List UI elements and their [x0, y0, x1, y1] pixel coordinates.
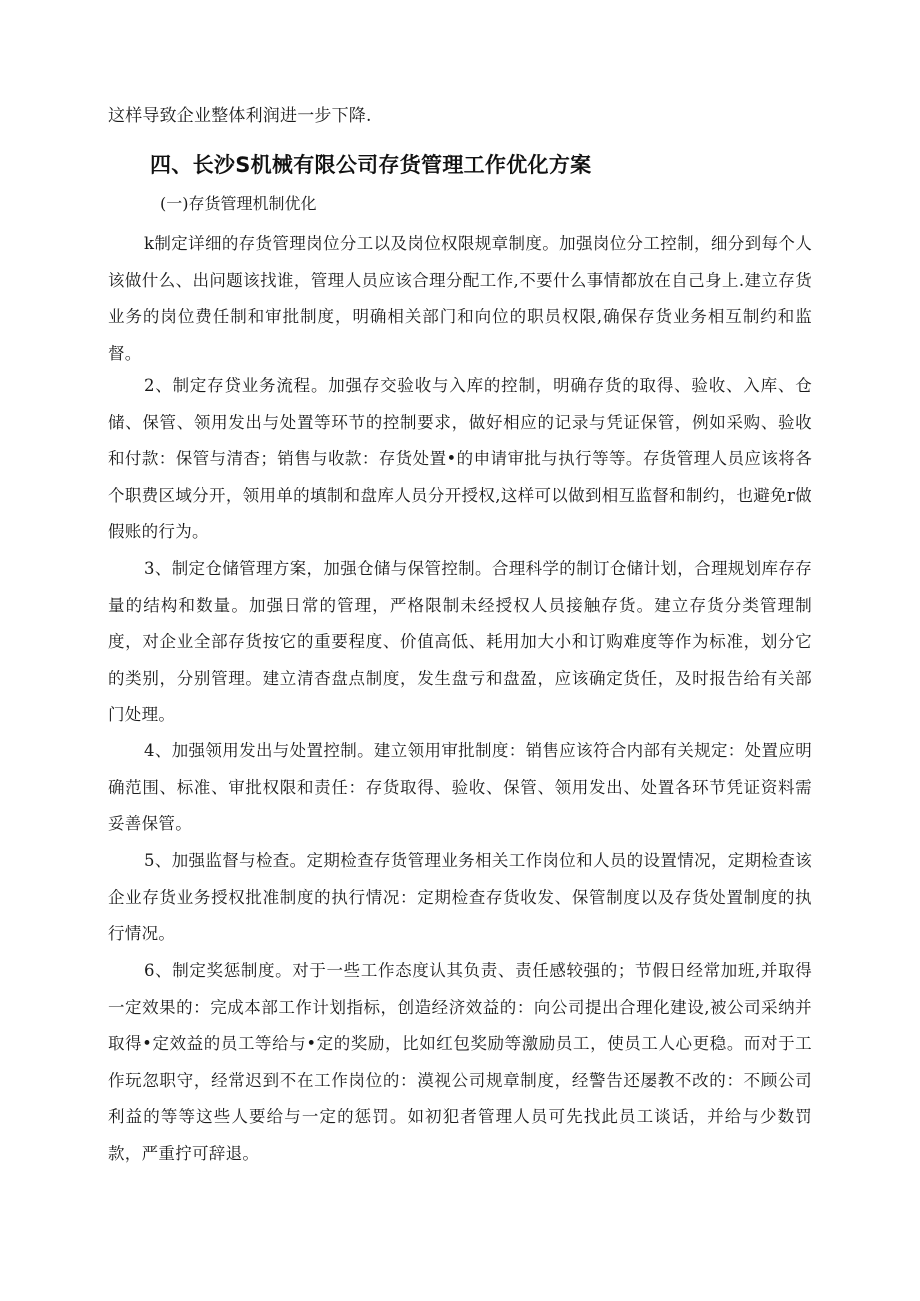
section-heading: 四、长沙S机械有限公司存货管理工作优化方案: [150, 153, 592, 177]
subheading: (一)存货管理机制优化: [160, 194, 317, 213]
intro-line: 这样导致企业整体利润进一步下降.: [108, 106, 372, 126]
paragraph-4: 4、加强领用发出与处置控制。建立领用审批制度：销售应该符合内部有关规定：处置应明确范围、标准、审批权限和责任：存货取得、验收、保管、领用发出、处置各环节凭证资料需妥善保管。: [108, 741, 812, 833]
paragraph-2: 2、制定存贷业务流程。加强存交验收与入库的控制，明确存货的取得、验收、入库、仓储、保管、领用发出与处置等环节的控制要求，做好相应的记录与凭证保管，例如采购、验收和付款：保管与清杳；销售与收款：存货处置•的申请审批与执行等等。存货管理人员应该将各个职费区域分开，领用单的填制和盘库人员分开授权,这样可以做到相互监督和制约，也避免r做假账的行为。: [108, 376, 812, 541]
paragraph-6: 6、制定奖惩制度。对于一些工作态度认其负责、责任感较强的；节假日经常加班,并取得一定效果的：完成本部工作计划指标，创造经济效益的：向公司提出合理化建设,被公司采纳并取得•定效益的员工等给与•定的奖励，比如红包奖励等激励员工，使员工人心更稳。而对于工作玩忽职守，经常迟到不在工作岗位的：漠视公司规章制度，经警告还屡教不改的：不顾公司利益的等等这些人要给与一定的惩罚。如初犯者管理人员可先找此员工谈话，并给与少数罚款，严重拧可辞退。: [108, 961, 812, 1163]
paragraph-5: 5、加强监督与检查。定期检查存货管理业务相关工作岗位和人员的设置情况，定期检查该企业存货业务授权批准制度的执行情况：定期检查存货收发、保管制度以及存货处置制度的执行情况。: [108, 851, 812, 943]
paragraph-3: 3、制定仓储管理方案，加强仓储与保管控制。合理科学的制订仓储计划，合理规划库存存量的结构和数量。加强日常的管理，严格限制未经授权人员接触存货。建立存货分类管理制度，对企业全部存货按它的重要程度、价值高低、耗用加大小和订购难度等作为标准，划分它的类别，分别管理。建立清杳盘点制度，发生盘亏和盘盈，应该确定货任，及时报告给有关部门处理。: [108, 559, 812, 724]
paragraph-1: k制定详细的存货管理岗位分工以及岗位权限规章制度。加强岗位分工控制，细分到每个人该做什么、出问题该找谁，管理人员应该合理分配工作,不要什么事情都放在自己身上.建立存货业务的岗位费任制和审批制度，明确相关部门和向位的职员权限,确保存货业务相互制约和监督。: [108, 234, 812, 363]
